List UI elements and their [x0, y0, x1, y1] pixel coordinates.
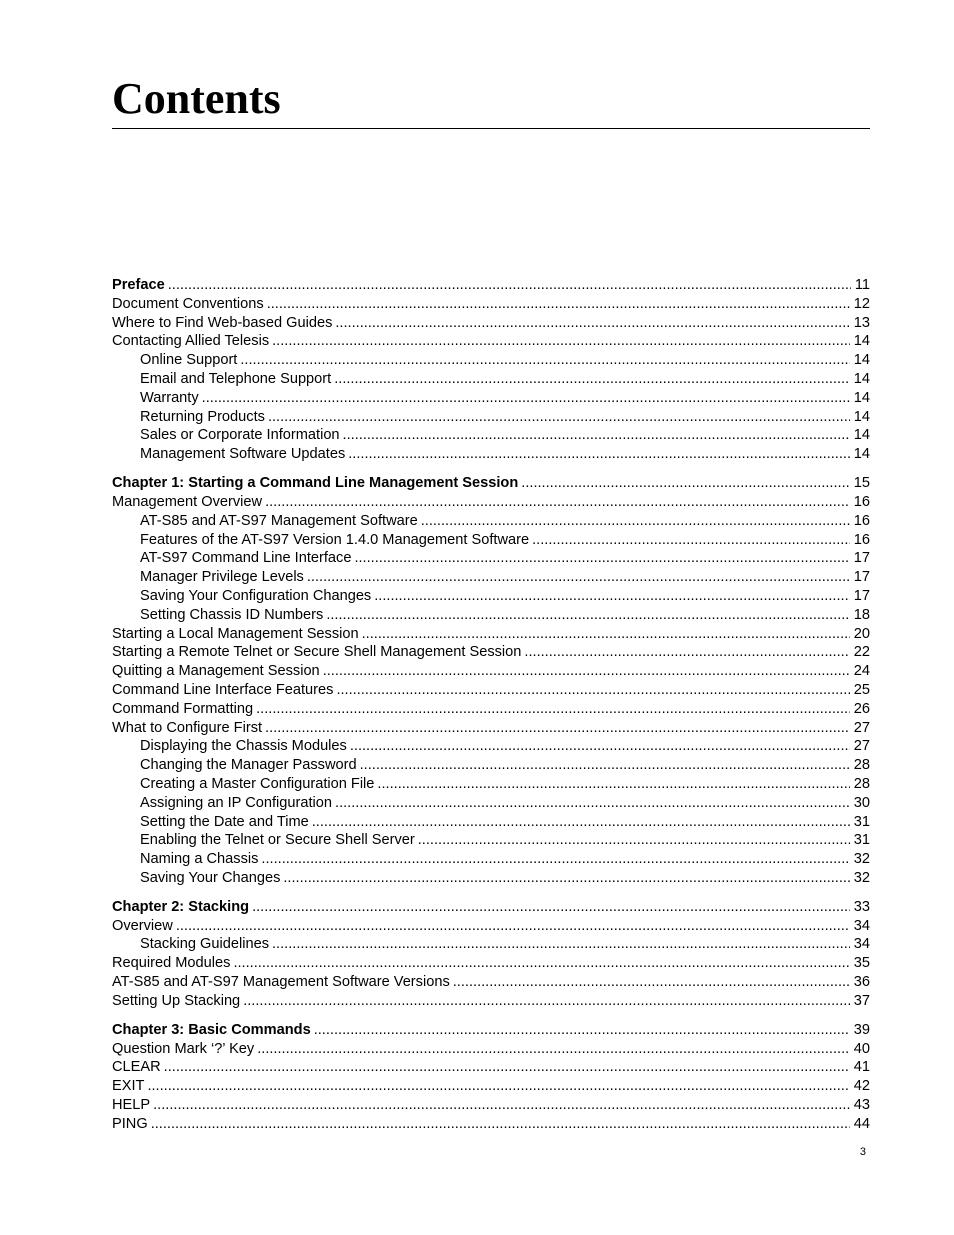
toc-entry-page: 15	[853, 475, 870, 492]
toc-entry-page: 39	[853, 1021, 870, 1038]
toc-entry[interactable]	[112, 625, 870, 644]
toc-entry[interactable]	[112, 917, 870, 936]
toc-entry-label: Where to Find Web-based Guides	[112, 314, 333, 331]
toc-entry-label: AT-S85 and AT-S97 Management Software	[140, 512, 418, 529]
toc-entry-page: 14	[853, 446, 870, 463]
toc-entry-page: 16	[853, 493, 870, 510]
dot-leader	[374, 587, 850, 606]
dot-leader	[267, 295, 850, 314]
toc-entry[interactable]	[112, 850, 870, 869]
dot-leader	[147, 1077, 849, 1096]
toc-chapter-entry[interactable]	[112, 474, 870, 493]
toc-entry[interactable]	[112, 813, 870, 832]
toc-entry[interactable]	[112, 351, 870, 370]
toc-entry-page: 12	[853, 295, 870, 312]
toc-entry-page: 37	[853, 992, 870, 1009]
toc-entry[interactable]	[112, 719, 870, 738]
toc-entry-label: Changing the Manager Password	[140, 757, 357, 774]
dot-leader	[532, 531, 850, 550]
dot-leader	[354, 549, 849, 568]
dot-leader	[335, 314, 849, 333]
toc-entry-label: Setting Chassis ID Numbers	[140, 606, 324, 623]
toc-entry[interactable]	[112, 332, 870, 351]
toc-entry-page: 14	[853, 389, 870, 406]
toc-entry[interactable]	[112, 973, 870, 992]
toc-entry[interactable]	[112, 445, 870, 464]
toc-entry-label: AT-S85 and AT-S97 Management Software Versions	[112, 974, 450, 991]
toc-entry-page: 14	[853, 408, 870, 425]
toc-entry-page: 17	[853, 569, 870, 586]
toc-entry-page: 31	[853, 832, 870, 849]
toc-entry-page: 34	[853, 936, 870, 953]
toc-entry[interactable]	[112, 295, 870, 314]
toc-entry-page: 28	[853, 757, 870, 774]
toc-entry-page: 42	[853, 1078, 870, 1095]
toc-entry-page: 24	[853, 663, 870, 680]
toc-entry-label: Email and Telephone Support	[140, 370, 332, 387]
toc-entry-page: 26	[853, 700, 870, 717]
toc-entry-page: 35	[853, 955, 870, 972]
toc-entry-label: Preface	[112, 277, 165, 293]
toc-entry-page: 13	[853, 314, 870, 331]
dot-leader	[343, 426, 850, 445]
toc-entry-label: Management Overview	[112, 493, 263, 510]
toc-entry-label: Displaying the Chassis Modules	[140, 738, 347, 755]
toc-entry-page: 22	[853, 644, 870, 661]
toc-entry-page: 41	[853, 1059, 870, 1076]
toc-entry-label: Quitting a Management Session	[112, 663, 320, 680]
toc-entry-label: What to Configure First	[112, 719, 263, 736]
toc-entry[interactable]	[112, 389, 870, 408]
toc-entry[interactable]	[112, 606, 870, 625]
toc-entry-label: CLEAR	[112, 1059, 161, 1076]
dot-leader	[453, 973, 850, 992]
toc-entry-label: Manager Privilege Levels	[140, 569, 304, 586]
toc-entry-label: Assigning an IP Configuration	[140, 794, 333, 811]
dot-leader	[265, 493, 850, 512]
dot-leader	[243, 992, 850, 1011]
toc-entry[interactable]	[112, 493, 870, 512]
toc-entry-label: Enabling the Telnet or Secure Shell Server	[140, 832, 415, 849]
toc-entry-label: Features of the AT-S97 Version 1.4.0 Management Software	[140, 531, 530, 548]
dot-leader	[168, 276, 851, 295]
toc-entry[interactable]	[112, 643, 870, 662]
dot-leader	[272, 935, 850, 954]
toc-entry-label: Document Conventions	[112, 295, 264, 312]
toc-entry-page: 20	[853, 625, 870, 642]
dot-leader	[202, 389, 850, 408]
toc-entry-label: Chapter 3: Basic Commands	[112, 1021, 311, 1038]
dot-leader	[336, 681, 849, 700]
toc-entry[interactable]	[112, 869, 870, 888]
toc-entry-page: 11	[854, 277, 870, 293]
toc-entry-label: Saving Your Configuration Changes	[140, 587, 372, 604]
toc-entry-label: PING	[112, 1115, 148, 1132]
dot-leader	[256, 700, 850, 719]
toc-entry[interactable]	[112, 831, 870, 850]
toc-entry[interactable]	[112, 568, 870, 587]
toc-entry-label: EXIT	[112, 1078, 145, 1095]
dot-leader	[176, 917, 850, 936]
toc-entry-page: 14	[853, 352, 870, 369]
page-title: Contents	[112, 74, 281, 123]
table-of-contents	[112, 276, 870, 1134]
dot-leader	[240, 351, 849, 370]
toc-entry-page: 28	[853, 775, 870, 792]
toc-entry-page: 34	[853, 917, 870, 934]
toc-entry-page: 14	[853, 333, 870, 350]
toc-entry-label: Warranty	[140, 389, 199, 406]
toc-entry-page: 14	[853, 427, 870, 444]
toc-entry-page: 27	[853, 738, 870, 755]
toc-entry[interactable]	[112, 512, 870, 531]
toc-entry[interactable]	[112, 531, 870, 550]
toc-entry-label: Sales or Corporate Information	[140, 427, 340, 444]
toc-entry[interactable]	[112, 549, 870, 568]
dot-leader	[335, 794, 850, 813]
toc-entry-page: 40	[853, 1040, 870, 1057]
toc-chapter-entry[interactable]	[112, 276, 870, 295]
toc-entry-label: Command Formatting	[112, 700, 254, 717]
toc-entry-label: Management Software Updates	[140, 446, 346, 463]
toc-entry[interactable]	[112, 1115, 870, 1134]
page-number: 3	[859, 1146, 866, 1158]
toc-entry-label: Setting Up Stacking	[112, 992, 241, 1009]
toc-entry-page: 36	[853, 974, 870, 991]
toc-entry-label: Setting the Date and Time	[140, 813, 309, 830]
toc-entry[interactable]	[112, 775, 870, 794]
toc-chapter-entry[interactable]	[112, 1021, 870, 1040]
dot-leader	[283, 869, 849, 888]
toc-entry-page: 43	[853, 1097, 870, 1114]
dot-leader	[334, 370, 850, 389]
dot-leader	[314, 1021, 850, 1040]
toc-entry-page: 31	[853, 813, 870, 830]
dot-leader	[360, 756, 850, 775]
toc-entry-page: 32	[853, 851, 870, 868]
dot-leader	[323, 662, 850, 681]
dot-leader	[265, 719, 850, 738]
dot-leader	[421, 512, 850, 531]
toc-entry-label: Creating a Master Configuration File	[140, 775, 375, 792]
toc-entry[interactable]	[112, 314, 870, 333]
toc-entry-label: Saving Your Changes	[140, 869, 281, 886]
dot-leader	[524, 643, 849, 662]
toc-entry-page: 18	[853, 606, 870, 623]
toc-entry[interactable]	[112, 1040, 870, 1059]
dot-leader	[362, 625, 850, 644]
toc-entry[interactable]	[112, 681, 870, 700]
toc-entry[interactable]	[112, 1058, 870, 1077]
toc-entry[interactable]	[112, 408, 870, 427]
toc-entry-label: Chapter 1: Starting a Command Line Management Session	[112, 475, 519, 492]
toc-entry-page: 25	[853, 681, 870, 698]
toc-entry[interactable]	[112, 1096, 870, 1115]
dot-leader	[521, 474, 849, 493]
toc-entry[interactable]	[112, 737, 870, 756]
dot-leader	[153, 1096, 850, 1115]
toc-entry-page: 14	[853, 370, 870, 387]
toc-entry-label: HELP	[112, 1097, 151, 1114]
toc-entry-label: Starting a Local Management Session	[112, 625, 359, 642]
toc-entry-label: Chapter 2: Stacking	[112, 898, 250, 915]
toc-entry[interactable]	[112, 587, 870, 606]
dot-leader	[272, 332, 850, 351]
toc-entry[interactable]	[112, 794, 870, 813]
title-rule	[112, 128, 870, 129]
toc-entry-label: Required Modules	[112, 955, 231, 972]
dot-leader	[326, 606, 849, 625]
dot-leader	[252, 898, 850, 917]
dot-leader	[312, 813, 850, 832]
toc-entry-label: Online Support	[140, 352, 238, 369]
toc-entry-label: Naming a Chassis	[140, 851, 259, 868]
toc-entry[interactable]	[112, 992, 870, 1011]
toc-entry-page: 17	[853, 550, 870, 567]
dot-leader	[307, 568, 850, 587]
toc-entry[interactable]	[112, 935, 870, 954]
toc-entry-label: Starting a Remote Telnet or Secure Shell Management Session	[112, 644, 522, 661]
dot-leader	[418, 831, 850, 850]
toc-entry-label: Overview	[112, 917, 173, 934]
toc-entry-page: 30	[853, 794, 870, 811]
dot-leader	[233, 954, 849, 973]
toc-entry-page: 33	[853, 898, 870, 915]
toc-entry-label: Returning Products	[140, 408, 265, 425]
dot-leader	[164, 1058, 850, 1077]
toc-entry-page: 44	[853, 1115, 870, 1132]
toc-entry-page: 32	[853, 869, 870, 886]
toc-entry-label: Stacking Guidelines	[140, 936, 269, 953]
dot-leader	[268, 408, 850, 427]
dot-leader	[377, 775, 849, 794]
dot-leader	[257, 1040, 850, 1059]
toc-entry[interactable]	[112, 756, 870, 775]
toc-entry[interactable]	[112, 1077, 870, 1096]
toc-entry-label: Command Line Interface Features	[112, 681, 334, 698]
toc-entry[interactable]	[112, 370, 870, 389]
dot-leader	[348, 445, 850, 464]
toc-entry[interactable]	[112, 700, 870, 719]
toc-chapter-entry[interactable]	[112, 898, 870, 917]
toc-entry-page: 16	[853, 512, 870, 529]
dot-leader	[261, 850, 849, 869]
toc-entry-label: Question Mark ‘?’ Key	[112, 1040, 255, 1057]
toc-entry-page: 17	[853, 587, 870, 604]
toc-entry[interactable]	[112, 662, 870, 681]
dot-leader	[151, 1115, 850, 1134]
toc-entry-label: AT-S97 Command Line Interface	[140, 550, 352, 567]
toc-entry-page: 16	[853, 531, 870, 548]
toc-entry-label: Contacting Allied Telesis	[112, 333, 270, 350]
toc-entry-page: 27	[853, 719, 870, 736]
toc-entry[interactable]	[112, 426, 870, 445]
toc-entry[interactable]	[112, 954, 870, 973]
dot-leader	[350, 737, 850, 756]
